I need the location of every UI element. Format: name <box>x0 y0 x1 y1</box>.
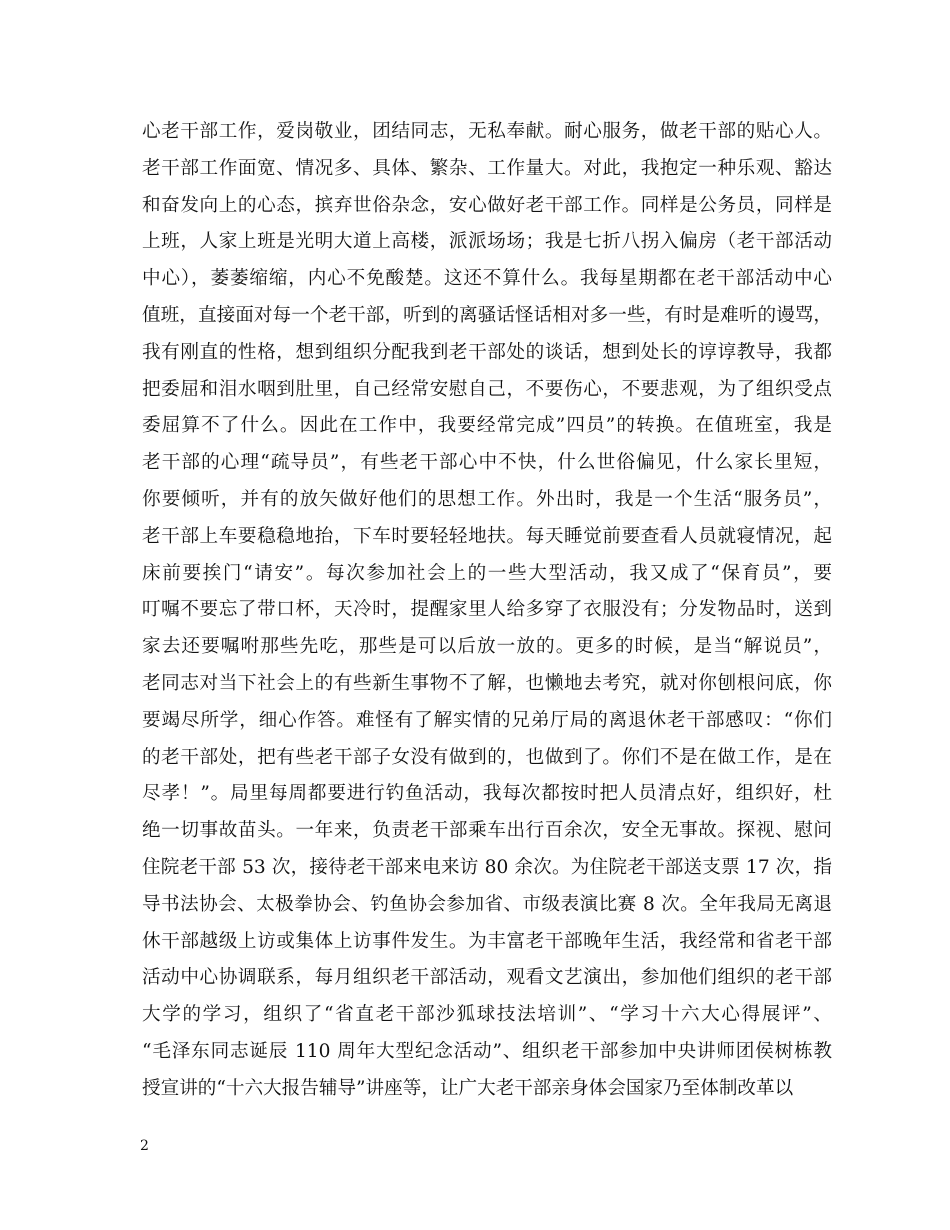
text-line: 中心），萎萎缩缩，内心不免酸楚。这还不算什么。我每星期都在老干部活动中心 <box>142 268 832 290</box>
text-line: 床前要挨门“请安”。每次参加社会上的一些大型活动，我又成了“保育员”，要 <box>142 562 832 584</box>
text-line: 叮嘱不要忘了带口杯，天冷时，提醒家里人给多穿了衣服没有；分发物品时，送到 <box>142 599 832 621</box>
text-line: 和奋发向上的心态，摈弃世俗杂念，安心做好老干部工作。同样是公务员，同样是 <box>142 194 832 216</box>
text-line: 住院老干部 53 次，接待老干部来电来访 80 余次。为住院老干部送支票 17 次，指 <box>142 856 832 878</box>
text-line: 把委屈和泪水咽到肚里，自己经常安慰自己，不要伤心，不要悲观，为了组织受点 <box>142 378 832 400</box>
text-line: 我有刚直的性格，想到组织分配我到老干部处的谈话，想到处长的谆谆教导，我都 <box>142 341 832 363</box>
text-line: 的老干部处，把有些老干部子女没有做到的，也做到了。你们不是在做工作，是在 <box>142 746 832 768</box>
text-line: 老干部上车要稳稳地抬，下车时要轻轻地扶。每天睡觉前要查看人员就寝情况，起 <box>142 525 832 547</box>
text-line: 要竭尽所学，细心作答。难怪有了解实情的兄弟厅局的离退休老干部感叹：“你们 <box>142 709 832 731</box>
text-line: 导书法协会、太极拳协会、钓鱼协会参加省、市级表演比赛 8 次。全年我局无离退 <box>142 893 832 915</box>
text-line: 绝一切事故苗头。一年来，负责老干部乘车出行百余次，安全无事故。探视、慰问 <box>142 820 832 842</box>
page-number: 2 <box>140 1138 149 1154</box>
text-line: 委屈算不了什么。因此在工作中，我要经常完成”四员”的转换。在值班室，我是 <box>142 415 832 437</box>
text-line: 值班，直接面对每一个老干部，听到的离骚话怪话相对多一些，有时是难听的谩骂， <box>142 304 832 326</box>
text-line: 活动中心协调联系，每月组织老干部活动，观看文艺演出，参加他们组织的老干部 <box>142 967 832 989</box>
text-line: 授宣讲的“十六大报告辅导”讲座等，让广大老干部亲身体会国家乃至体制改革以 <box>142 1077 794 1099</box>
text-line: 老干部的心理“疏导员”，有些老干部心中不快，什么世俗偏见，什么家长里短， <box>142 452 832 474</box>
text-line: 尽孝！”。局里每周都要进行钓鱼活动，我每次都按时把人员清点好，组织好，杜 <box>142 783 832 805</box>
text-line: 上班，人家上班是光明大道上高楼，派派场场；我是七折八拐入偏房（老干部活动 <box>142 231 832 253</box>
text-line: 你要倾听，并有的放矢做好他们的思想工作。外出时，我是一个生活“服务员”， <box>142 488 832 510</box>
text-line: 休干部越级上访或集体上访事件发生。为丰富老干部晚年生活，我经常和省老干部 <box>142 930 832 952</box>
text-line: “毛泽东同志诞辰 110 周年大型纪念活动”、组织老干部参加中央讲师团侯树栋教 <box>142 1040 832 1062</box>
text-line: 家去还要嘱咐那些先吃，那些是可以后放一放的。更多的时候，是当“解说员”， <box>142 636 832 658</box>
text-line: 老同志对当下社会上的有些新生事物不了解，也懒地去考究，就对你刨根问底，你 <box>142 672 832 694</box>
text-line: 大学的学习，组织了“省直老干部沙狐球技法培训”、“学习十六大心得展评”、 <box>142 1004 832 1026</box>
body-text <box>142 114 832 1108</box>
text-line: 老干部工作面宽、情况多、具体、繁杂、工作量大。对此，我抱定一种乐观、豁达 <box>142 157 832 179</box>
text-line: 心老干部工作，爱岗敬业，团结同志，无私奉献。耐心服务，做老干部的贴心人。 <box>142 121 832 142</box>
